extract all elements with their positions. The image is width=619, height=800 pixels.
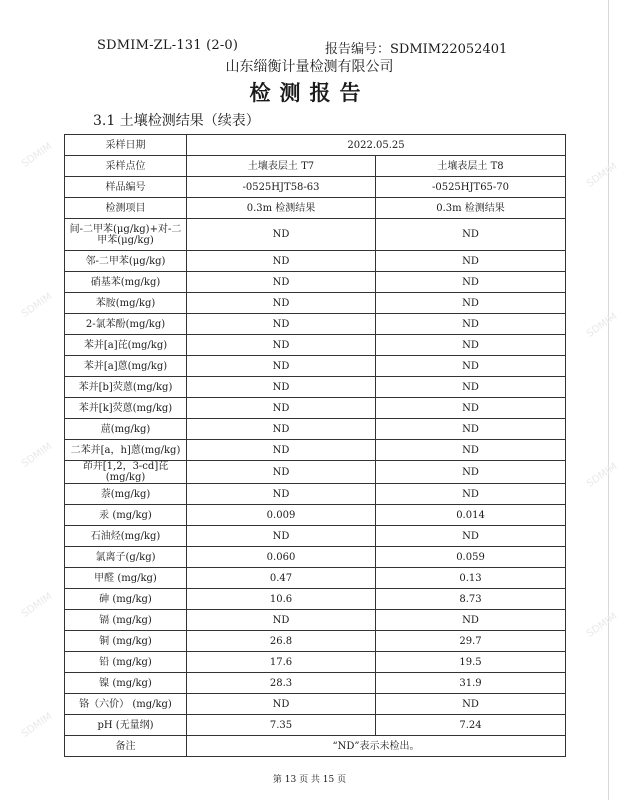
analyte-name: 铬（六价） (mg/kg) xyxy=(65,694,187,715)
point-t7: 土壤表层土 T7 xyxy=(187,156,376,177)
analyte-name: 苯并[a]芘(mg/kg) xyxy=(65,335,187,356)
analyte-name: 苯并[b]荧蒽(mg/kg) xyxy=(65,377,187,398)
result-t7: ND xyxy=(187,251,376,272)
remark-value: “ND”表示未检出。 xyxy=(187,736,566,757)
result-t7: ND xyxy=(187,272,376,293)
analyte-name: 砷 (mg/kg) xyxy=(65,589,187,610)
table-row xyxy=(65,505,566,526)
table-row xyxy=(65,314,566,335)
date-label: 采样日期 xyxy=(65,135,187,156)
watermark-mark: SDMIM xyxy=(19,291,55,320)
table-row xyxy=(65,526,566,547)
report-title: 检测报告 xyxy=(249,80,370,105)
result-t7: ND xyxy=(187,526,376,547)
result-t8: 0.13 xyxy=(376,568,566,589)
sample-label: 样品编号 xyxy=(65,177,187,198)
table-row xyxy=(65,610,566,631)
result-t7: ND xyxy=(187,219,376,251)
table-row xyxy=(65,736,566,757)
result-t8: ND xyxy=(376,419,566,440)
item-header-1: 0.3m 检测结果 xyxy=(187,198,376,219)
table-row xyxy=(65,377,566,398)
table-row xyxy=(65,272,566,293)
result-t8: ND xyxy=(376,610,566,631)
remark-label: 备注 xyxy=(65,736,187,757)
result-t8: 0.014 xyxy=(376,505,566,526)
item-label: 检测项目 xyxy=(65,198,187,219)
result-t8: ND xyxy=(376,356,566,377)
result-t7: ND xyxy=(187,440,376,461)
analyte-name: 石油烃(mg/kg) xyxy=(65,526,187,547)
analyte-name: 邻-二甲苯(μg/kg) xyxy=(65,251,187,272)
watermark-mark: SDMIM xyxy=(19,441,55,470)
table-row xyxy=(65,631,566,652)
result-t8: ND xyxy=(376,293,566,314)
table-row xyxy=(65,198,566,219)
analyte-name: 二苯并[a，h]蒽(mg/kg) xyxy=(65,440,187,461)
item-header-2: 0.3m 检测结果 xyxy=(376,198,566,219)
result-t8: ND xyxy=(376,251,566,272)
point-t8: 土壤表层土 T8 xyxy=(376,156,566,177)
result-t8: ND xyxy=(376,398,566,419)
watermark-mark: SDMIM xyxy=(584,311,619,340)
result-t8: ND xyxy=(376,694,566,715)
result-t8: 0.059 xyxy=(376,547,566,568)
watermark-mark: SDMIM xyxy=(584,161,619,190)
result-t7: ND xyxy=(187,293,376,314)
result-t8: ND xyxy=(376,461,566,484)
company-name: 山东缁衡计量检测有限公司 xyxy=(225,59,394,75)
table-row xyxy=(65,251,566,272)
page-edge-divider xyxy=(608,0,609,800)
analyte-name: 苯并[a]蒽(mg/kg) xyxy=(65,356,187,377)
table-row xyxy=(65,652,566,673)
analyte-name: 镍 (mg/kg) xyxy=(65,673,187,694)
watermark-mark: SDMIM xyxy=(584,611,619,640)
table-row xyxy=(65,335,566,356)
table-row xyxy=(65,589,566,610)
table-row xyxy=(65,715,566,736)
result-t7: 0.060 xyxy=(187,547,376,568)
point-label: 采样点位 xyxy=(65,156,187,177)
result-t7: ND xyxy=(187,356,376,377)
sample-id-2: -0525HJT65-70 xyxy=(376,177,566,198)
result-t8: ND xyxy=(376,377,566,398)
analyte-name: 苯胺(mg/kg) xyxy=(65,293,187,314)
analyte-name: 铜 (mg/kg) xyxy=(65,631,187,652)
analyte-name: 甲醛 (mg/kg) xyxy=(65,568,187,589)
table-row xyxy=(65,440,566,461)
result-t8: ND xyxy=(376,484,566,505)
result-t8: 29.7 xyxy=(376,631,566,652)
result-t8: ND xyxy=(376,314,566,335)
sample-id-1: -0525HJT58-63 xyxy=(187,177,376,198)
analyte-name: 2-氯苯酚(mg/kg) xyxy=(65,314,187,335)
form-code: SDMIM-ZL-131 (2-0) xyxy=(97,38,239,53)
watermark-mark: SDMIM xyxy=(19,141,55,170)
table-row xyxy=(65,547,566,568)
result-t8: ND xyxy=(376,526,566,547)
analyte-name: 间-二甲苯(μg/kg)+对-二甲苯(μg/kg) xyxy=(65,219,187,251)
result-t7: 10.6 xyxy=(187,589,376,610)
analyte-name: 苯并[k]荧蒽(mg/kg) xyxy=(65,398,187,419)
result-t8: 31.9 xyxy=(376,673,566,694)
result-t7: ND xyxy=(187,610,376,631)
result-t8: ND xyxy=(376,219,566,251)
result-t7: ND xyxy=(187,335,376,356)
watermark-mark: SDMIM xyxy=(584,461,619,490)
result-t7: ND xyxy=(187,461,376,484)
table-row xyxy=(65,694,566,715)
analyte-name: 铅 (mg/kg) xyxy=(65,652,187,673)
table-row xyxy=(65,484,566,505)
result-t7: ND xyxy=(187,398,376,419)
table-row xyxy=(65,398,566,419)
table-row xyxy=(65,219,566,251)
watermark-mark: SDMIM xyxy=(19,711,55,740)
result-t7: ND xyxy=(187,377,376,398)
result-t7: 17.6 xyxy=(187,652,376,673)
result-t8: 7.24 xyxy=(376,715,566,736)
analyte-name: 镉 (mg/kg) xyxy=(65,610,187,631)
result-t8: 19.5 xyxy=(376,652,566,673)
result-t7: 28.3 xyxy=(187,673,376,694)
table-row xyxy=(65,177,566,198)
page-footer: 第 13 页 共 15 页 xyxy=(272,775,347,785)
table-row xyxy=(65,461,566,484)
date-value: 2022.05.25 xyxy=(187,135,566,156)
soil-results-table xyxy=(64,134,566,757)
result-t7: 26.8 xyxy=(187,631,376,652)
analyte-name: 䓛(mg/kg) xyxy=(65,419,187,440)
result-t8: ND xyxy=(376,272,566,293)
section-heading: 3.1 土壤检测结果（续表） xyxy=(93,113,260,129)
analyte-name: 汞 (mg/kg) xyxy=(65,505,187,526)
result-t7: 7.35 xyxy=(187,715,376,736)
table-row xyxy=(65,293,566,314)
table-row xyxy=(65,356,566,377)
result-t8: ND xyxy=(376,335,566,356)
result-t7: 0.47 xyxy=(187,568,376,589)
analyte-name: pH (无量纲) xyxy=(65,715,187,736)
table-row xyxy=(65,135,566,156)
table-row xyxy=(65,568,566,589)
result-t7: ND xyxy=(187,419,376,440)
result-t8: 8.73 xyxy=(376,589,566,610)
result-t7: ND xyxy=(187,484,376,505)
analyte-name: 茚并[1,2，3-cd]芘(mg/kg) xyxy=(65,461,187,484)
analyte-name: 硝基苯(mg/kg) xyxy=(65,272,187,293)
analyte-name: 萘(mg/kg) xyxy=(65,484,187,505)
result-t7: ND xyxy=(187,694,376,715)
analyte-name: 氯离子(g/kg) xyxy=(65,547,187,568)
table-row xyxy=(65,419,566,440)
result-t7: 0.009 xyxy=(187,505,376,526)
table-row xyxy=(65,156,566,177)
result-t8: ND xyxy=(376,440,566,461)
watermark-mark: SDMIM xyxy=(19,591,55,620)
result-t7: ND xyxy=(187,314,376,335)
table-row xyxy=(65,673,566,694)
report-number: 报告编号：SDMIM22052401 xyxy=(325,42,508,57)
